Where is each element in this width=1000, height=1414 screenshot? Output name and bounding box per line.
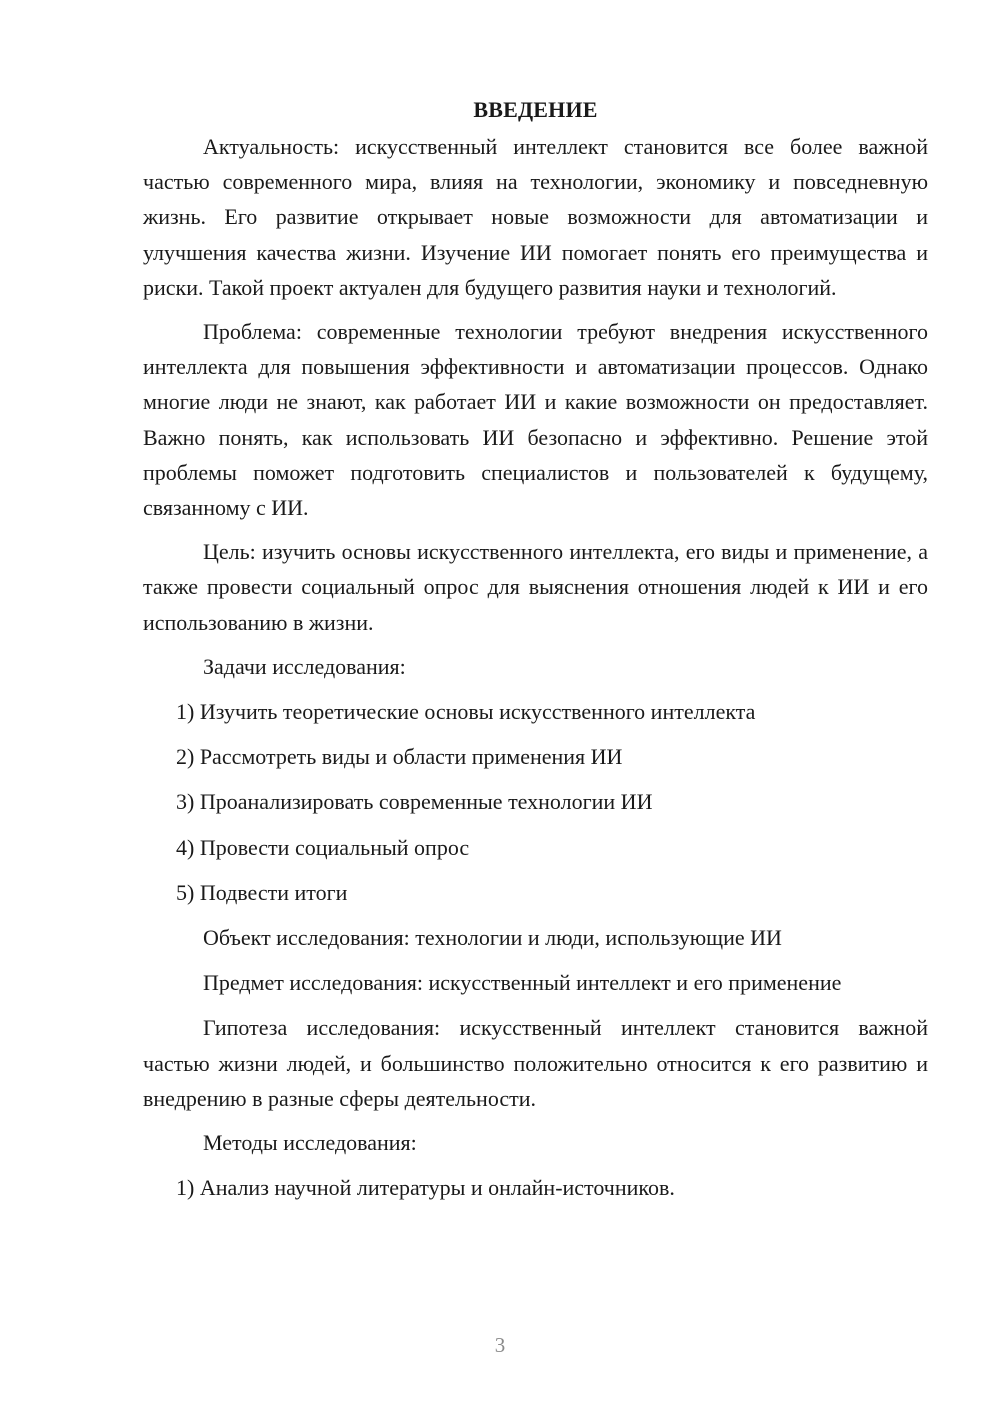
- list-item: 1) Изучить теоретические основы искусственного интеллекта: [176, 699, 756, 725]
- object-line: Объект исследования: технологии и люди, использующие ИИ: [203, 925, 782, 951]
- list-item: 3) Проанализировать современные технологии ИИ: [176, 789, 653, 815]
- list-item: 4) Провести социальный опрос: [176, 834, 470, 860]
- list-item: 2) Рассмотреть виды и области применения ИИ: [176, 744, 623, 770]
- goal-paragraph: Цель: изучить основы искусственного интеллекта, его виды и применение, а также провести социальный опрос для выяснения отношения людей к ИИ и его использованию в жизни.: [143, 539, 928, 635]
- subject-line: Предмет исследования: искусственный интеллект и его применение: [203, 970, 842, 996]
- document-page: [143, 94, 928, 1215]
- tasks-list: [143, 694, 928, 910]
- list-item: 5) Подвести итоги: [176, 879, 348, 905]
- page-title: ВВЕДЕНИЕ: [473, 97, 598, 122]
- page-number: 3: [494, 1333, 506, 1357]
- methods-heading: Методы исследования:: [203, 1130, 417, 1156]
- problem-paragraph: Проблема: современные технологии требуют внедрения искусственного интеллекта для повышения эффективности и автоматизации процессов. Однако многие люди не знают, как работает ИИ и какие возможности он предоставляет. Важно понять, как использовать ИИ безопасно и эффективно. Решение этой проблемы поможет подготовить специалистов и пользователей к будущему, связанному с ИИ.: [143, 319, 928, 521]
- list-item: 1) Анализ научной литературы и онлайн-источников.: [176, 1175, 675, 1201]
- tasks-heading: Задачи исследования:: [203, 653, 406, 679]
- relevance-paragraph: Актуальность: искусственный интеллект становится все более важной частью современного мира, влияя на технологии, экономику и повседневную жизнь. Его развитие открывает новые возможности для автоматизации и улучшения качества жизни. Изучение ИИ помогает понять его преимущества и риски. Такой проект актуален для будущего развития науки и технологий.: [143, 134, 928, 300]
- hypothesis-paragraph: Гипотеза исследования: искусственный интеллект становится важной частью жизни людей, и большинство положительно относится к его развитию и внедрению в разные сферы деятельности.: [143, 1015, 928, 1111]
- methods-list: [143, 1170, 928, 1205]
